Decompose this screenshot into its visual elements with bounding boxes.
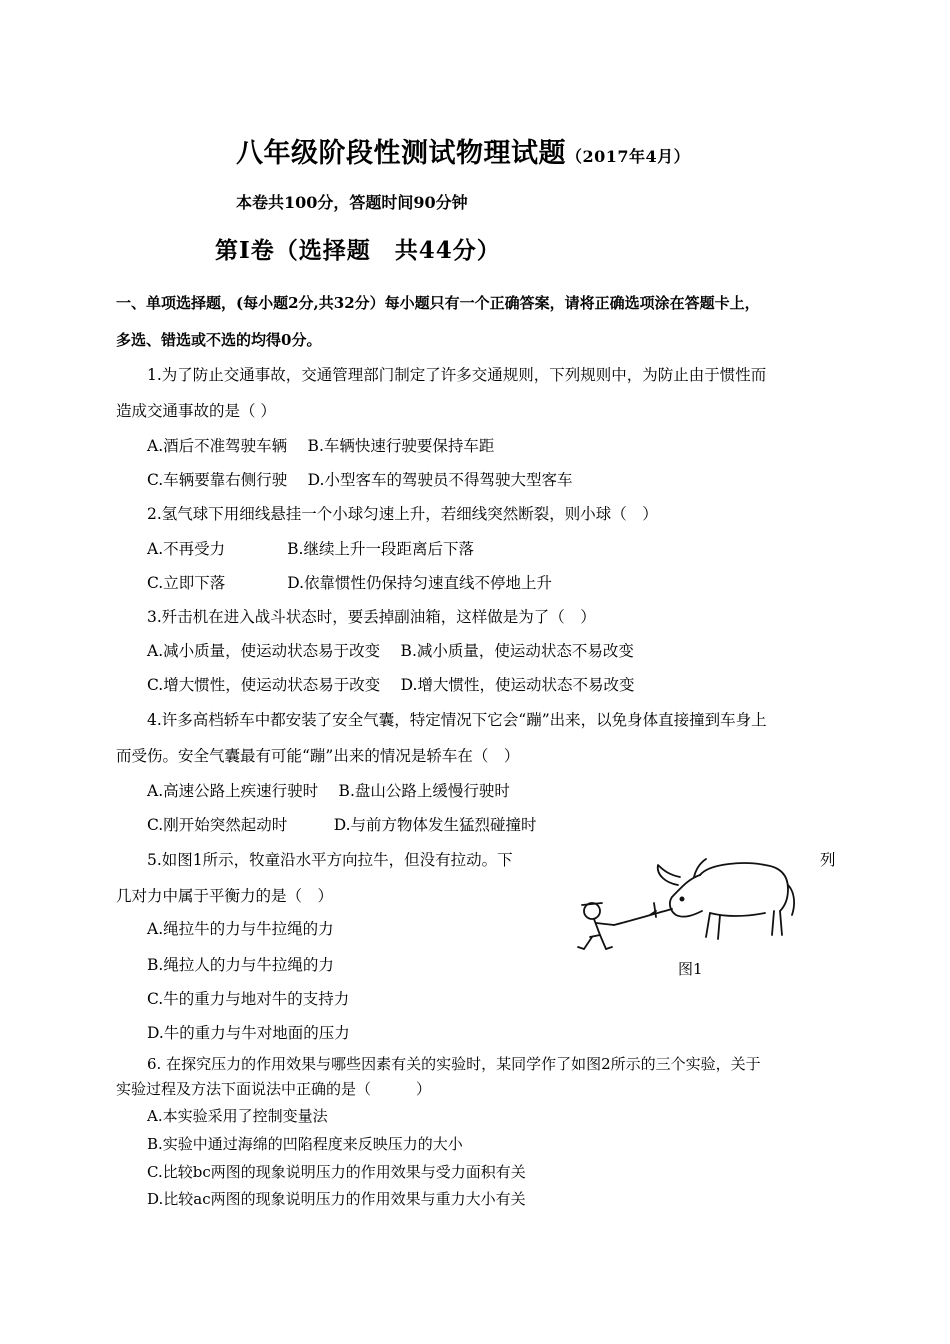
q1-options-row2: C.车辆要靠右侧行驶 D.小型客车的驾驶员不得驾驶大型客车 xyxy=(147,471,573,489)
figure-1-boy-pulling-ox xyxy=(560,845,800,955)
q2-stem: 2.氢气球下用细线悬挂一个小球匀速上升，若细线突然断裂，则小球（ ） xyxy=(147,505,658,523)
ox-tail xyxy=(788,885,794,915)
boy-arms xyxy=(596,923,614,925)
q6-stem-line1: 6. 在探究压力的作用效果与哪些因素有关的实验时，某同学作了如图2所示的三个实验，关于 xyxy=(147,1055,761,1073)
q6-option-c: C.比较bc两图的现象说明压力的作用效果与受力面积有关 xyxy=(147,1163,526,1181)
exam-subtitle: 本卷共100分，答题时间90分钟 xyxy=(236,193,468,212)
q6-option-d: D.比较ac两图的现象说明压力的作用效果与重力大小有关 xyxy=(147,1190,526,1208)
q4-stem-line1: 4.许多高档轿车中都安装了安全气囊，特定情况下它会“蹦”出来，以免身体直接撞到车身上 xyxy=(147,711,767,729)
q1-stem-line1: 1.为了防止交通事故，交通管理部门制定了许多交通规则，下列规则中，为防止由于惯性而 xyxy=(147,366,767,384)
q5-stem-line1-tail: 列 xyxy=(820,851,836,869)
q6-option-b: B.实验中通过海绵的凹陷程度来反映压力的大小 xyxy=(147,1135,463,1153)
ox-left-horn xyxy=(658,865,680,885)
q2-options-row1: A.不再受力 B.继续上升一段距离后下落 xyxy=(147,540,474,558)
title-date: （2017年4月） xyxy=(566,147,691,166)
q3-options-row2: C.增大惯性，使运动状态易于改变 D.增大惯性，使运动状态不易改变 xyxy=(147,676,635,694)
title-text: 八年级阶段性测试物理试题 xyxy=(236,138,566,169)
part-title: 第Ⅰ卷（选择题 共44分） xyxy=(215,237,501,264)
section-instructions-line1: 一、单项选择题，(每小题2分,共32分）每小题只有一个正确答案，请将正确选项涂在答题卡上， xyxy=(116,294,760,312)
boy-legs xyxy=(584,935,606,949)
q5-option-b: B.绳拉人的力与牛拉绳的力 xyxy=(147,956,334,974)
ox-back xyxy=(700,863,788,911)
q4-stem-line2: 而受伤。安全气囊最有可能“蹦”出来的情况是轿车在（ ） xyxy=(116,747,520,765)
q1-options-row1: A.酒后不准驾驶车辆 B.车辆快速行驶要保持车距 xyxy=(147,437,495,455)
boy-feet xyxy=(578,947,612,949)
q4-options-row1: A.高速公路上疾速行驶时 B.盘山公路上缓慢行驶时 xyxy=(147,782,510,800)
q6-stem-line2: 实验过程及方法下面说法中正确的是（ ） xyxy=(116,1080,432,1098)
q5-option-c: C.牛的重力与地对牛的支持力 xyxy=(147,990,350,1008)
ox-belly xyxy=(710,913,765,916)
boy-body xyxy=(590,919,600,937)
q5-stem-line1: 5.如图1所示，牧童沿水平方向拉牛，但没有拉动。下 xyxy=(147,851,513,869)
q2-options-row2: C.立即下落 D.依靠惯性仍保持匀速直线不停地上升 xyxy=(147,574,553,592)
q1-stem-line2: 造成交通事故的是（ ） xyxy=(116,402,276,420)
boy-hat-brim xyxy=(582,903,602,905)
q5-stem-line2: 几对力中属于平衡力的是（ ） xyxy=(116,887,334,905)
ox-hind-legs xyxy=(772,911,782,935)
q4-options-row2: C.刚开始突然起动时 D.与前方物体发生猛烈碰撞时 xyxy=(147,816,537,834)
section-instructions-line2: 多选、错选或不选的均得0分。 xyxy=(116,331,322,349)
q3-stem: 3.歼击机在进入战斗状态时，要丢掉副油箱，这样做是为了（ ） xyxy=(147,608,596,626)
ox-eye xyxy=(680,897,683,900)
rope xyxy=(614,909,672,925)
figure-1-caption: 图1 xyxy=(678,960,703,978)
page-title xyxy=(236,131,690,170)
q5-option-d: D.牛的重力与牛对地面的压力 xyxy=(147,1024,350,1042)
q3-options-row1: A.减小质量，使运动状态易于改变 B.减小质量，使运动状态不易改变 xyxy=(147,642,634,660)
ox-head xyxy=(670,875,702,917)
ox-front-legs xyxy=(706,913,720,939)
q5-option-a: A.绳拉牛的力与牛拉绳的力 xyxy=(147,920,334,938)
q6-option-a: A.本实验采用了控制变量法 xyxy=(147,1107,328,1125)
